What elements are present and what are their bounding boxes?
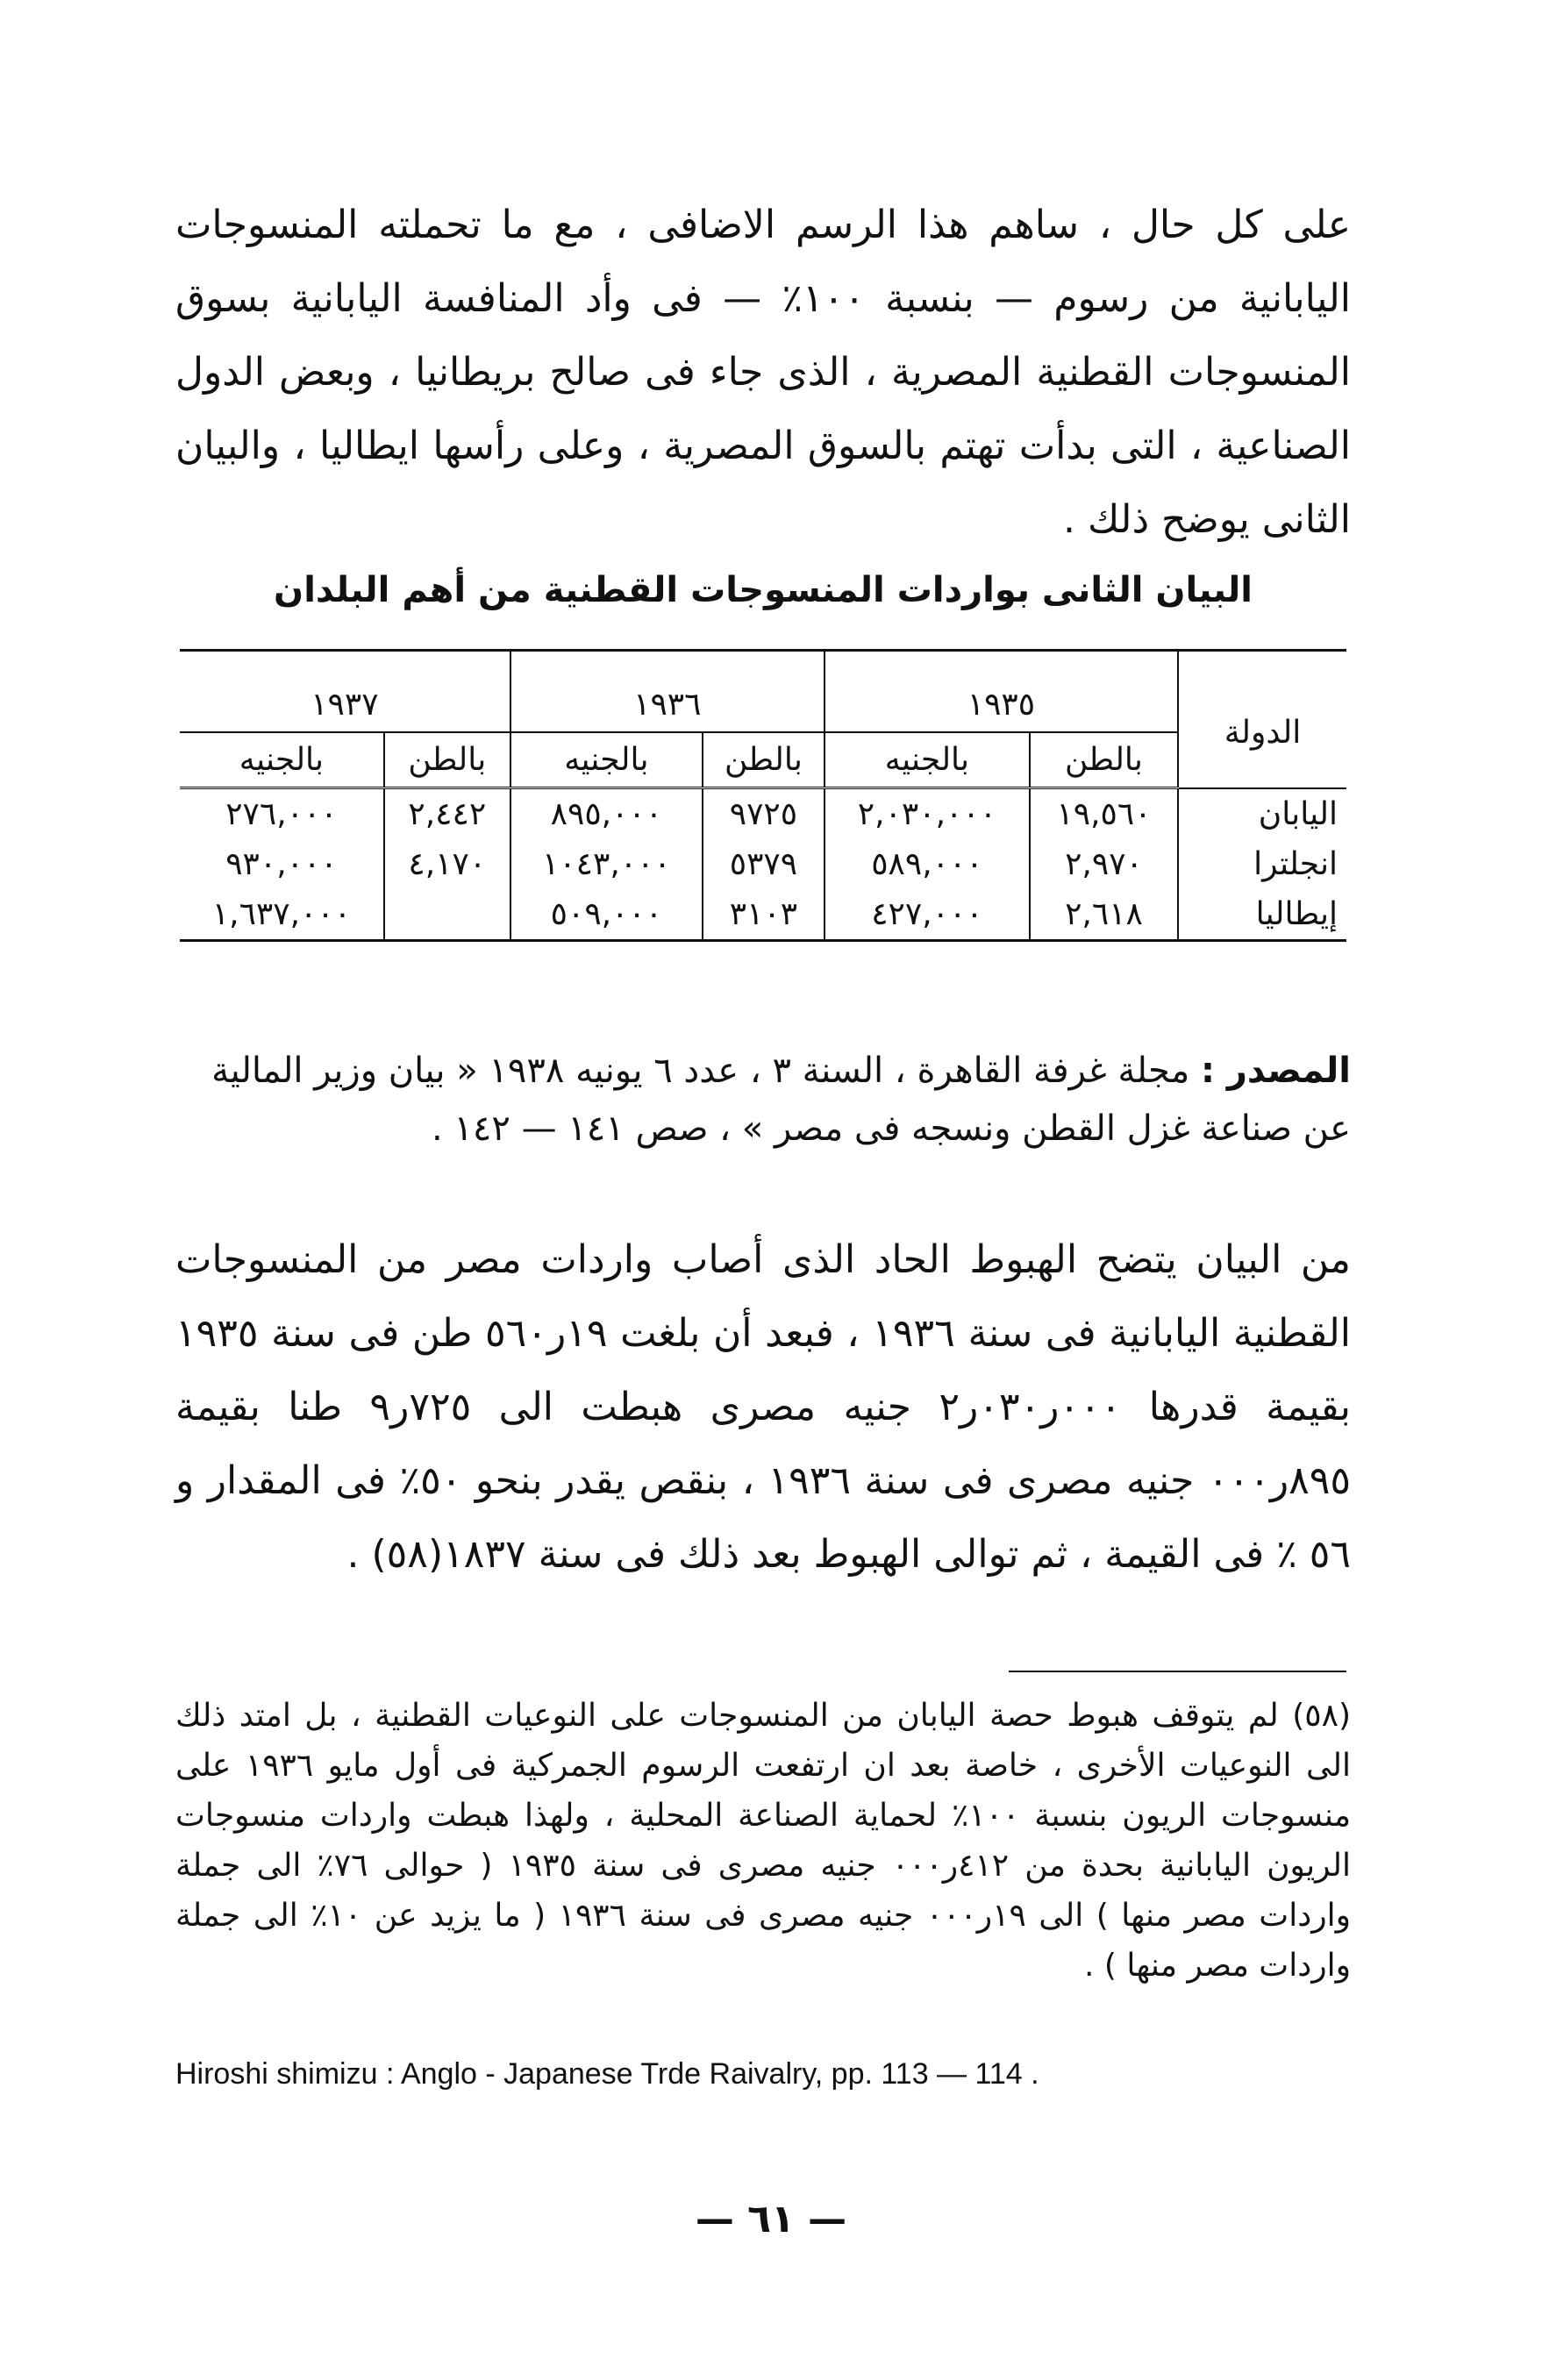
year-header-1936: ١٩٣٦ bbox=[510, 651, 825, 733]
table-cell: ٥٠٩,٠٠٠ bbox=[510, 889, 703, 941]
latin-reference: Hiroshi shimizu : Anglo - Japanese Trde Raivalry, pp. 113 — 114 . bbox=[175, 2057, 1039, 2091]
unit-header-ton-1935: بالطن bbox=[1030, 732, 1178, 788]
footnote-divider bbox=[1009, 1671, 1346, 1672]
table-cell: ٥٣٧٩ bbox=[703, 839, 825, 889]
source-label: المصدر : bbox=[1200, 1051, 1351, 1091]
country-column-header: الدولة bbox=[1178, 651, 1346, 788]
table-cell: ٩٧٢٥ bbox=[703, 788, 825, 840]
table-row bbox=[180, 889, 1346, 941]
table-unit-header-row bbox=[180, 732, 1346, 788]
year-header-1937: ١٩٣٧ bbox=[180, 651, 510, 733]
table-cell: ٢,٦١٨ bbox=[1030, 889, 1178, 941]
table-cell: ٣١٠٣ bbox=[703, 889, 825, 941]
table-cell: ٢٧٦,٠٠٠ bbox=[225, 796, 338, 832]
table-cell: ١٠٤٣,٠٠٠ bbox=[510, 839, 703, 889]
table-title: البيان الثانى بواردات المنسوجات القطنية من أهم البلدان bbox=[274, 570, 1253, 610]
table-cell: ١٩,٥٦٠ bbox=[1030, 788, 1178, 840]
country-name: انجلترا bbox=[1178, 839, 1346, 889]
table-cell: ١,٦٣٧,٠٠٠ bbox=[211, 896, 352, 932]
table-cell: ٤,١٧٠ bbox=[384, 839, 510, 889]
page-number: — ٦١ — bbox=[695, 2197, 847, 2241]
table-cell: ٤٢٧,٠٠٠ bbox=[825, 889, 1030, 941]
table-row bbox=[180, 788, 1346, 840]
table-cell: ٢,٠٣٠,٠٠٠ bbox=[825, 788, 1030, 840]
table-year-header-row bbox=[180, 651, 1346, 733]
table-source bbox=[175, 1042, 1351, 1158]
table-row bbox=[180, 839, 1346, 889]
unit-header-ton-1936: بالطن bbox=[703, 732, 825, 788]
unit-header-pound-1936: بالجنيه bbox=[510, 732, 703, 788]
year-header-1935: ١٩٣٥ bbox=[825, 651, 1178, 733]
unit-header-pound-1935: بالجنيه bbox=[825, 732, 1030, 788]
table-cell: ٢,٩٧٠ bbox=[1030, 839, 1178, 889]
table-cell bbox=[384, 889, 510, 941]
country-name: اليابان bbox=[1178, 788, 1346, 840]
body-paragraph-2: من البيان يتضح الهبوط الحاد الذى أصاب واردات مصر من المنسوجات القطنية اليابانية فى سنة ١٩٣٦ ، فبعد أن بلغت ١٩ر٥٦٠ طن فى سنة ١٩٣٥ بقيمة قدرها ٠٠٠ر٠٣٠ر٢ جنيه مصرى هبطت الى ٧٢٥ر٩ طنا بقيمة ٨٩٥ر٠٠٠ جنيه مصرى فى سنة ١٩٣٦ ، بنقص يقدر بنحو ٥٠٪ فى المقدار و ٥٦ ٪ فى القيمة ، ثم توالى الهبوط بعد ذلك فى سنة ١٨٣٧(٥٨) . bbox=[175, 1237, 1352, 1577]
unit-header-pound-1937: بالجنيه bbox=[180, 732, 384, 788]
footnote-58: (٥٨) لم يتوقف هبوط حصة اليابان من المنسوجات على النوعيات القطنية ، بل امتد ذلك الى النوعيات الأخرى ، خاصة بعد ان ارتفعت الرسوم الجمركية فى أول مايو ١٩٣٦ على منسوجات الريون بنسبة ١٠٠٪ لحماية الصناعة المحلية ، ولهذا هبطت واردات منسوجات الريون اليابانية بحدة من ٤١٢ر٠٠٠ جنيه مصرى فى سنة ١٩٣٥ ( حوالى ٧٦٪ الى جملة واردات مصر منها ) الى ١٩ر٠٠٠ جنيه مصرى فى سنة ١٩٣٦ ( ما يزيد عن ١٠٪ الى جملة واردات مصر منها ) . bbox=[175, 1698, 1352, 1984]
table-cell: ٩٣٠,٠٠٠ bbox=[225, 846, 338, 882]
unit-header-ton-1937: بالطن bbox=[384, 732, 510, 788]
imports-table bbox=[180, 649, 1346, 942]
body-paragraph-1: على كل حال ، ساهم هذا الرسم الاضافى ، مع ما تحملته المنسوجات اليابانية من رسوم — بنسبة ١٠٠٪ — فى وأد المنافسة اليابانية بسوق المنسوجات القطنية المصرية ، الذى جاء فى صالح بريطانيا ، وبعض الدول الصناعية ، التى بدأت تهتم بالسوق المصرية ، وعلى رأسها ايطاليا ، والبيان الثانى يوضح ذلك . bbox=[175, 203, 1351, 542]
source-text: مجلة غرفة القاهرة ، السنة ٣ ، عدد ٦ يونيه ١٩٣٨ « بيان وزير المالية عن صناعة غزل القطن ونسجه فى مصر » ، صص ١٤١ — ١٤٢ . bbox=[211, 1051, 1351, 1149]
table-cell: ٨٩٥,٠٠٠ bbox=[510, 788, 703, 840]
table-cell: ٥٨٩,٠٠٠ bbox=[825, 839, 1030, 889]
table-cell: ٢,٤٤٢ bbox=[384, 788, 510, 840]
country-name: إيطاليا bbox=[1178, 889, 1346, 941]
